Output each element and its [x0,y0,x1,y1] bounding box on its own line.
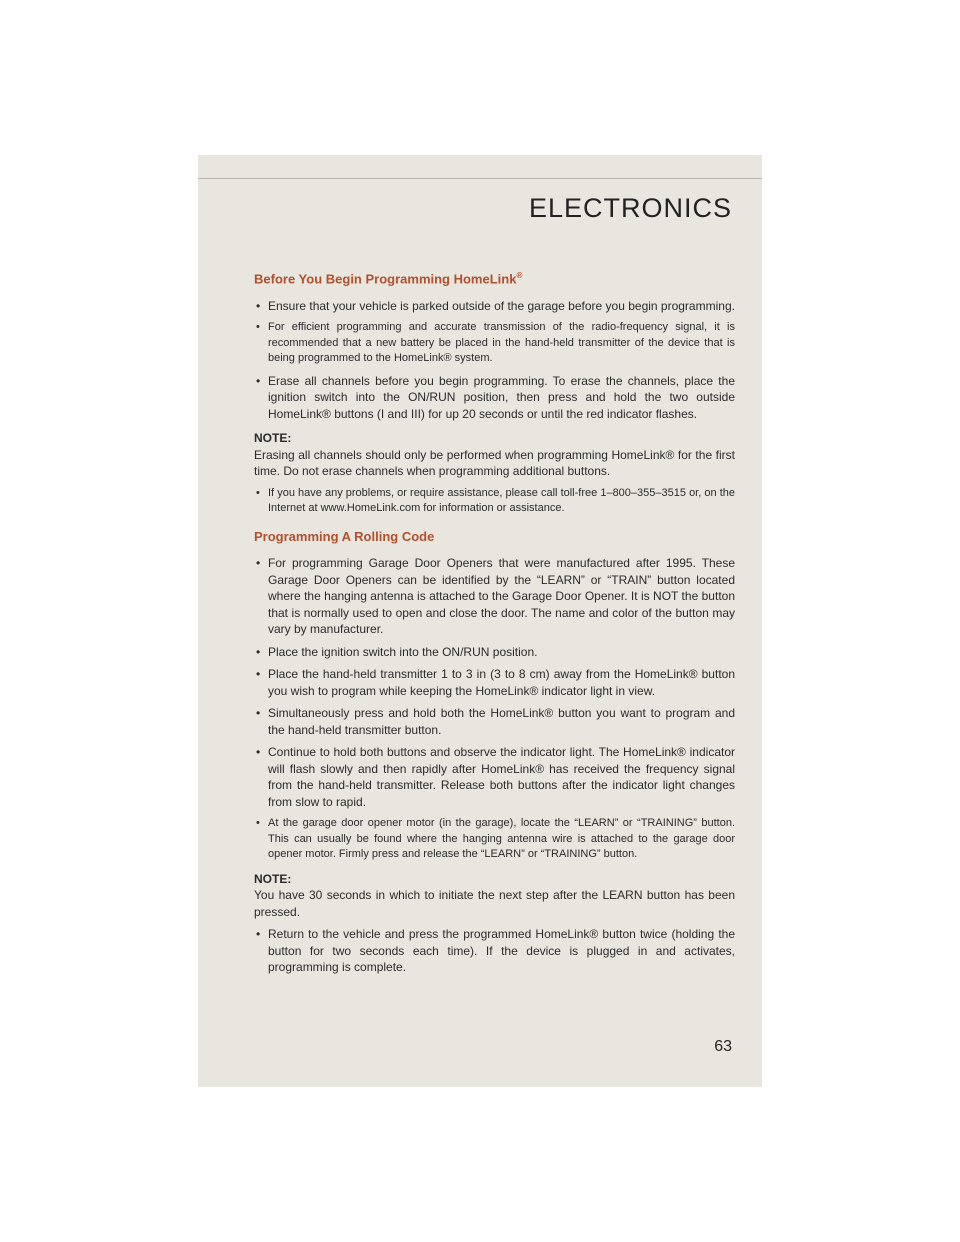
top-rule [198,178,762,179]
list-item: • For efficient programming and accurate transmission of the radio-frequency signal, it is recommended that a new battery be placed in the hand-held transmitter of the device that is being programmed to the HomeLink® system. [256,321,735,365]
bullet-list-assistance [254,486,735,517]
page-content [254,268,735,982]
bullet-list-rolling-code [254,555,735,863]
note-label: NOTE: [254,871,292,886]
list-item: • Return to the vehicle and press the programmed HomeLink® button twice (holding the button for two seconds each time). If the device is plugged in and activates, programming is complete. [256,927,735,975]
note-text: Erasing all channels should only be performed when programming HomeLink® for the first time. Do not erase channels when programming additional buttons. [254,447,735,479]
list-item: • Place the ignition switch into the ON/RUN position. [256,644,538,659]
list-item: • For programming Garage Door Openers that were manufactured after 1995. These Garage Door Openers can be identified by the “LEARN” or “TRAIN” button located where the hanging antenna is attached to the Garage Door Opener. It is NOT the button that is normally used to open and close the door. The name and color of the button may vary by manufacturer. [256,556,735,637]
list-item: • Continue to hold both buttons and observe the indicator light. The HomeLink® indicator will flash slowly and then rapidly after HomeLink® has received the frequency signal from the hand-held transmitter. Release both buttons after the indicator light changes from slow to rapid. [256,745,735,809]
list-item: • Place the hand-held transmitter 1 to 3 in (3 to 8 cm) away from the HomeLink® button you wish to program while keeping the HomeLink® indicator light in view. [256,667,735,698]
note-text: You have 30 seconds in which to initiate the next step after the LEARN button has been pressed. [254,888,735,919]
list-item: • At the garage door opener motor (in the garage), locate the “LEARN” or “TRAINING” button. This can usually be found where the hanging antenna wire is attached to the garage door opener motor. Firmly press and release the “LEARN” or “TRAINING” button. [256,817,735,861]
bullet-list-before-you-begin [254,298,735,423]
manual-page [198,155,762,1087]
heading-before-you-begin: Before You Begin Programming HomeLink® [254,271,523,287]
heading-rolling-code: Programming A Rolling Code [254,528,435,544]
list-item: • Simultaneously press and hold both the HomeLink® button you want to program and the hand-held transmitter button. [256,706,735,737]
list-item: • Ensure that your vehicle is parked outside of the garage before you begin programming. [256,298,735,313]
list-item: • If you have any problems, or require assistance, please call toll-free 1–800–355–3515 or, on the Internet at www.HomeLink.com for information or assistance. [256,486,735,515]
section-title: ELECTRONICS [528,193,732,223]
bullet-list-final-step [254,926,735,976]
list-item: • Erase all channels before you begin programming. To erase the channels, place the ignition switch into the ON/RUN position, then press and hold the two outside HomeLink® buttons (I and III) for up 20 seconds or until the red indicator flashes. [256,373,735,421]
note-label: NOTE: [254,431,292,446]
page-number: 63 [714,1038,732,1055]
